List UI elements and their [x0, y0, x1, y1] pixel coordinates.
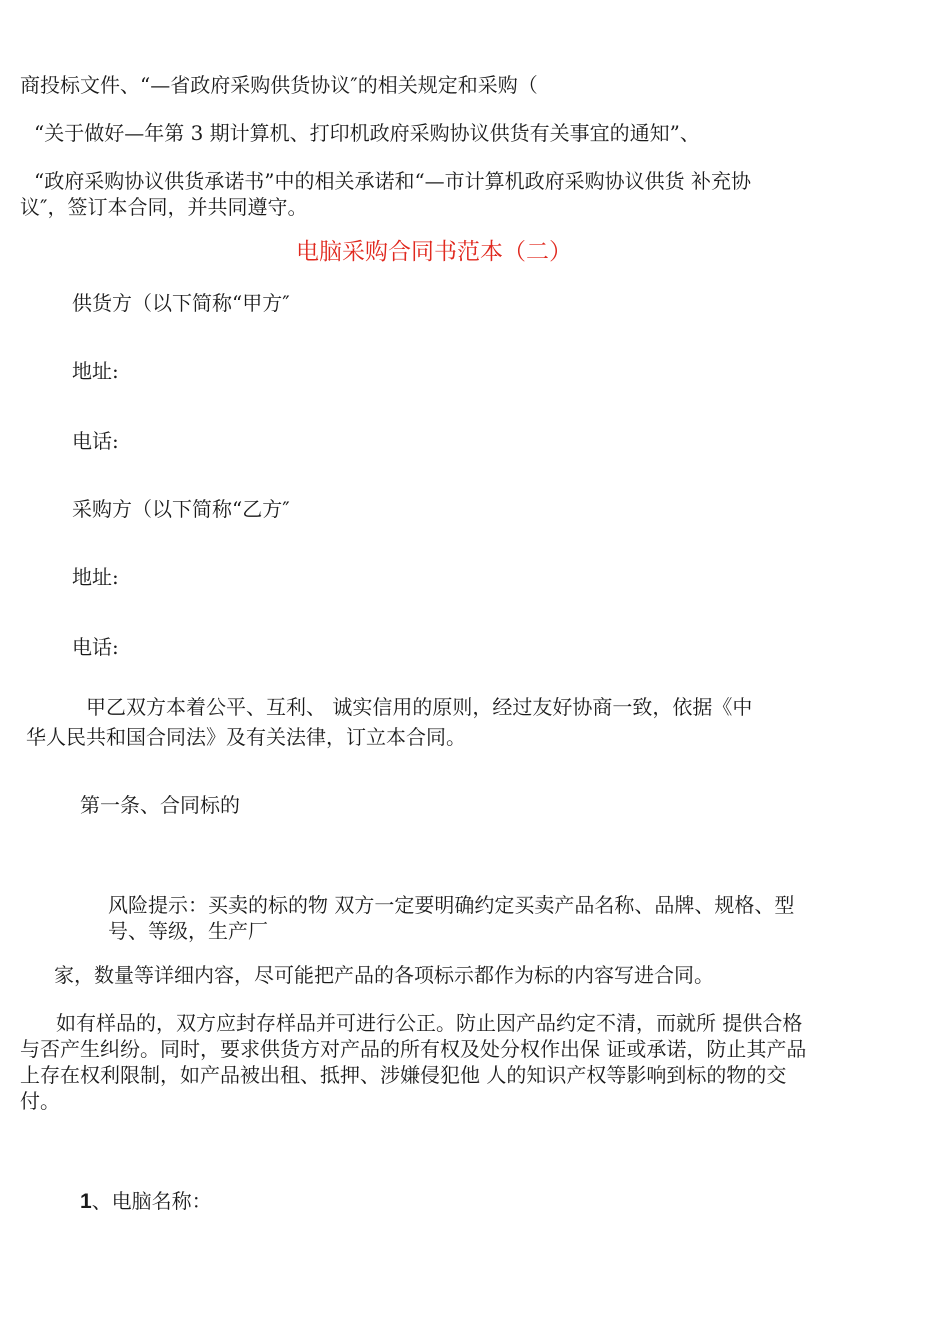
intro-line-2: “关于做好—年第 3 期计算机、打印机政府采购协议供货有关事宜的通知”、: [34, 121, 700, 145]
intro-line-1: 商投标文件、“—省政府采购供货协议″的相关规定和采购（: [20, 73, 538, 97]
sample-line-4: 付。: [20, 1089, 60, 1113]
sample-line-1: 如有样品的，双方应封存样品并可进行公正。防止因产品约定不清，而就所 提供合格: [56, 1011, 803, 1035]
supplier-phone-label: 电话:: [72, 429, 119, 453]
purchaser-phone-label: 电话:: [72, 635, 119, 659]
preamble-line-2: 华人民共和国合同法》及有关法律，订立本合同。: [26, 725, 466, 749]
article-1-heading: 第一条、合同标的: [80, 793, 240, 817]
risk-line-2: 号、等级，生产厂: [108, 919, 268, 943]
preamble-line-1: 甲乙双方本着公平、互利、 诚实信用的原则，经过友好协商一致，依据《中: [86, 695, 753, 719]
sample-line-2: 与否产生纠纷。同时，要求供货方对产品的所有权及处分权作出保 证或承诺，防止其产品: [20, 1037, 807, 1061]
purchaser-address-label: 地址:: [72, 565, 119, 589]
intro-line-3: “政府采购协议供货承诺书”中的相关承诺和“—市计算机政府采购协议供货 补充协: [34, 169, 752, 193]
risk-line-1: 风险提示：买卖的标的物 双方一定要明确约定买卖产品名称、品牌、规格、型: [108, 893, 795, 917]
supplier-label: 供货方（以下简称“甲方″: [72, 291, 290, 315]
sample-line-3: 上存在权利限制，如产品被出租、抵押、涉嫌侵犯他 人的知识产权等影响到标的物的交: [20, 1063, 787, 1087]
item-1-label: [80, 1188, 212, 1215]
risk-line-3: 家，数量等详细内容，尽可能把产品的各项标示都作为标的内容写进合同。: [54, 963, 714, 987]
purchaser-label: 采购方（以下简称“乙方″: [72, 497, 290, 521]
item-1-number: 1: [80, 1190, 92, 1213]
page-title: 电脑采购合同书范本（二）: [296, 239, 572, 265]
supplier-address-label: 地址:: [72, 359, 119, 383]
intro-line-4: 议″，签订本合同，并共同遵守。: [20, 195, 308, 219]
item-1-text: 、电脑名称：: [91, 1189, 212, 1213]
